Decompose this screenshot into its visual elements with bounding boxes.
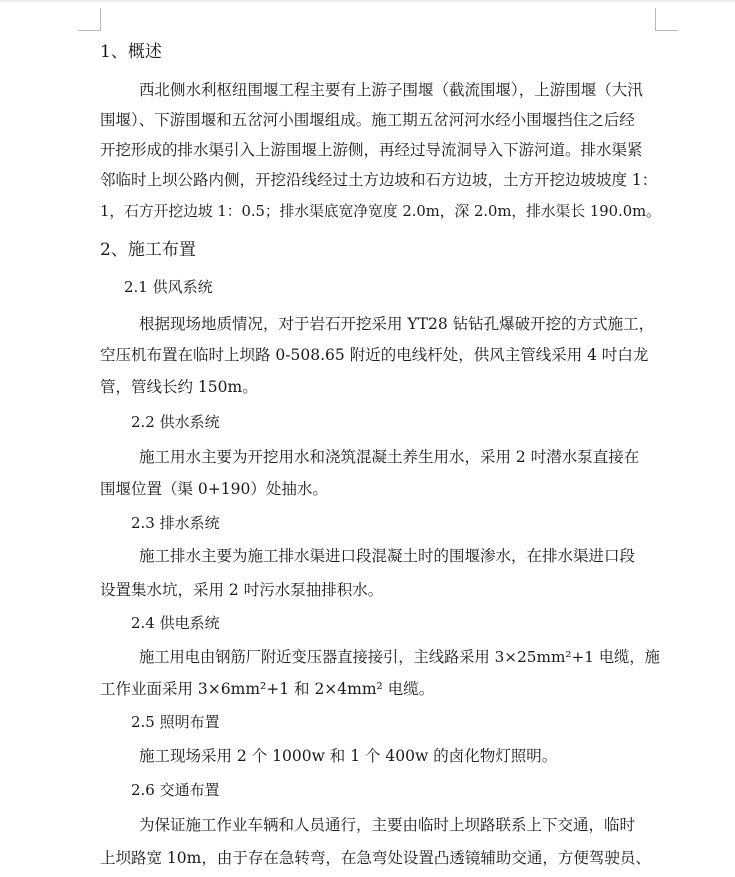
paragraph-line: 施工排水主要为施工排水渠进口段混凝土时的围堰渗水，在排水渠进口段 <box>139 547 636 565</box>
margin-mark-top-left <box>78 8 101 31</box>
paragraph-line: 管，管线长约 150m。 <box>100 378 258 396</box>
paragraph-line: 围堰位置（渠 0+190）处抽水。 <box>100 480 328 498</box>
subsection-heading-lighting: 2.5 照明布置 <box>131 713 220 731</box>
section-heading-layout: 2、施工布置 <box>100 240 196 260</box>
paragraph-line: 为保证施工作业车辆和人员通行，主要由临时上坝路联系上下交通，临时 <box>139 816 636 834</box>
subsection-heading-drainage: 2.3 排水系统 <box>131 514 220 532</box>
paragraph-line: 邻临时上坝公路内侧，开挖沿线经过土方边坡和石方边坡，土方开挖边坡坡度 1： <box>100 171 658 189</box>
subsection-heading-power-supply: 2.4 供电系统 <box>131 614 220 632</box>
subsection-heading-traffic: 2.6 交通布置 <box>131 781 220 799</box>
margin-mark-top-right <box>655 8 678 31</box>
paragraph-line: 施工用水主要为开挖用水和浇筑混凝土养生用水，采用 2 吋潜水泵直接在 <box>139 448 640 466</box>
subsection-heading-water-supply: 2.2 供水系统 <box>131 413 220 431</box>
paragraph-line: 上坝路宽 10m，由于存在急转弯，在急弯处设置凸透镜辅助交通，方便驾驶员、 <box>100 849 651 867</box>
paragraph-line: 开挖形成的排水渠引入上游围堰上游侧，再经过导流洞导入下游河道。排水渠紧 <box>100 141 643 159</box>
paragraph-line: 空压机布置在临时上坝路 0-508.65 附近的电线杆处，供风主管线采用 4 吋白龙 <box>100 346 649 364</box>
paragraph-line: 施工现场采用 2 个 1000w 和 1 个 400w 的卤化物灯照明。 <box>139 747 558 765</box>
paragraph-line: 工作业面采用 3×6mm²+1 和 2×4mm² 电缆。 <box>100 680 435 698</box>
paragraph-line: 根据现场地质情况，对于岩石开挖采用 YT28 钻钻孔爆破开挖的方式施工， <box>139 315 655 333</box>
paragraph-line: 施工用电由钢筋厂附近变压器直接接引，主线路采用 3×25mm²+1 电缆，施 <box>139 648 660 666</box>
paragraph-line: 围堰）、下游围堰和五岔河小围堰组成。施工期五岔河河水经小围堰挡住之后经 <box>100 111 635 129</box>
page-top-edge <box>0 0 735 3</box>
paragraph-line: 设置集水坑，采用 2 吋污水泵抽排积水。 <box>100 581 384 599</box>
section-heading-overview: 1、概述 <box>100 42 162 62</box>
subsection-heading-air-supply: 2.1 供风系统 <box>124 278 213 296</box>
paragraph-line: 西北侧水利枢纽围堰工程主要有上游子围堰（截流围堰），上游围堰（大汛 <box>139 81 643 99</box>
paragraph-line: 1，石方开挖边坡 1：0.5；排水渠底宽净宽度 2.0m，深 2.0m，排水渠长 190.0m。 <box>100 203 661 220</box>
